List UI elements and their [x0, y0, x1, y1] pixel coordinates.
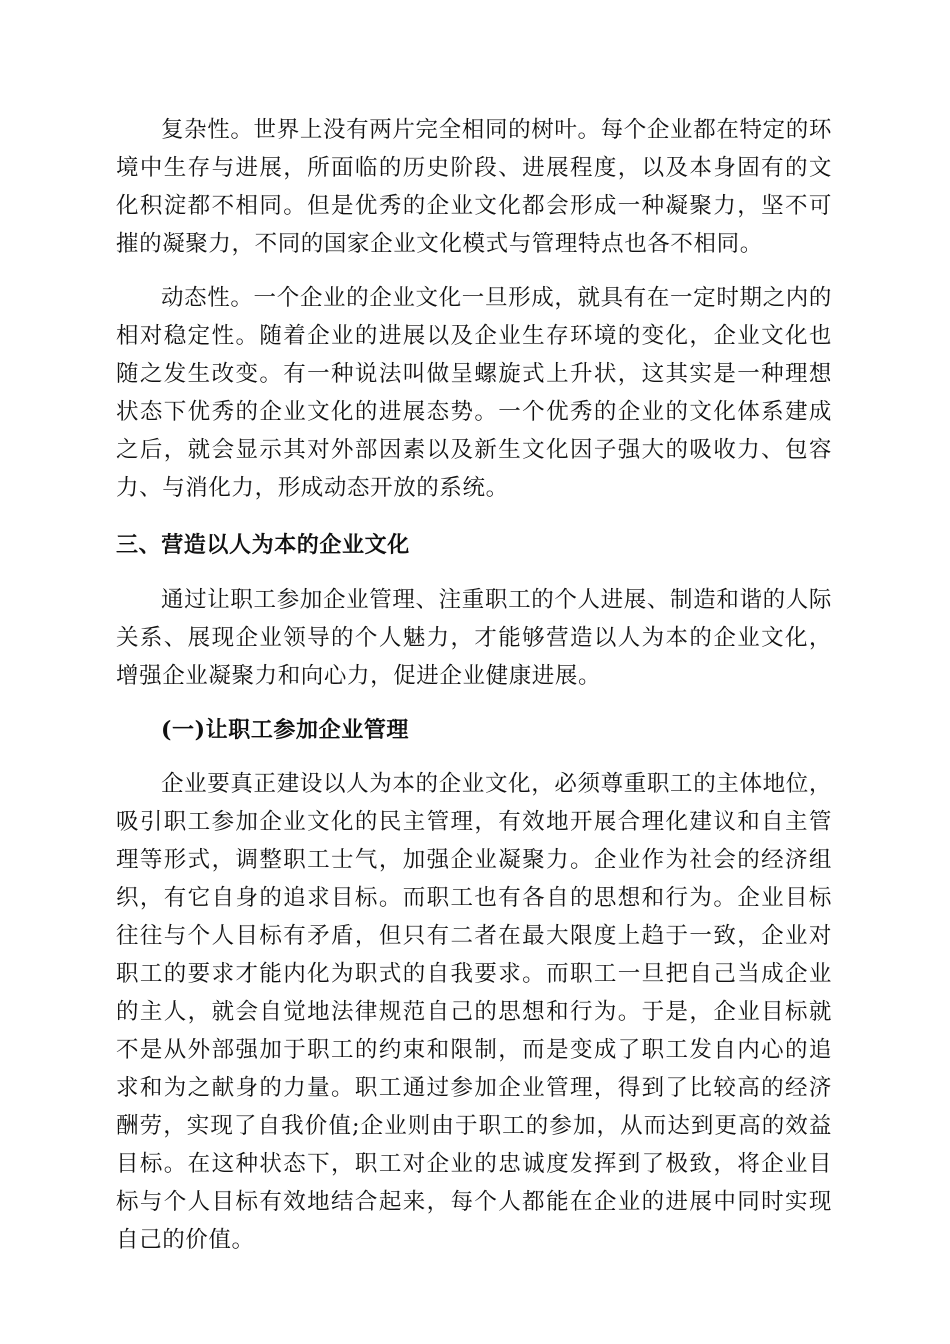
- subsection-heading: (一)让职工参加企业管理: [161, 717, 410, 743]
- paragraph-section-intro: 通过让职工参加企业管理、注重职工的个人进展、制造和谐的人际关系、展现企业领导的个人魅力，才能够营造以人为本的企业文化，增强企业凝聚力和向心力，促进企业健康进展。: [116, 587, 832, 689]
- document-body: [116, 111, 832, 1259]
- paragraph-participation: 企业要真正建设以人为本的企业文化，必须尊重职工的主体地位，吸引职工参加企业文化的民主管理，有效地开展合理化建议和自主管理等形式，调整职工士气，加强企业凝聚力。企业作为社会的经济组织，有它自身的追求目标。而职工也有各自的思想和行为。企业目标往往与个人目标有矛盾，但只有二者在最大限度上趋于一致，企业对职工的要求才能内化为职式的自我要求。而职工一旦把自己当成企业的主人，就会自觉地法律规范自己的思想和行为。于是，企业目标就不是从外部强加于职工的约束和限制，而是变成了职工发自内心的追求和为之献身的力量。职工通过参加企业管理，得到了比较高的经济酬劳，实现了自我价值;企业则由于职工的参加，从而达到更高的效益目标。在这种状态下，职工对企业的忠诚度发挥到了极致，将企业目标与个人目标有效地结合起来，每个人都能在企业的进展中同时实现自己的价值。: [116, 771, 832, 1253]
- paragraph-complexity: 复杂性。世界上没有两片完全相同的树叶。每个企业都在特定的环境中生存与进展，所面临的历史阶段、进展程度，以及本身固有的文化积淀都不相同。但是优秀的企业文化都会形成一种凝聚力，坚不可摧的凝聚力，不同的国家企业文化模式与管理特点也各不相同。: [116, 117, 832, 257]
- section-heading: 三、营造以人为本的企业文化: [116, 533, 410, 558]
- paragraph-dynamics: 动态性。一个企业的企业文化一旦形成，就具有在一定时期之内的相对稳定性。随着企业的进展以及企业生存环境的变化，企业文化也随之发生改变。有一种说法叫做呈螺旋式上升状，这其实是一种理想状态下优秀的企业文化的进展态势。一个优秀的企业的文化体系建成之后，就会显示其对外部因素以及新生文化因子强大的吸收力、包容力、与消化力，形成动态开放的系统。: [116, 285, 832, 501]
